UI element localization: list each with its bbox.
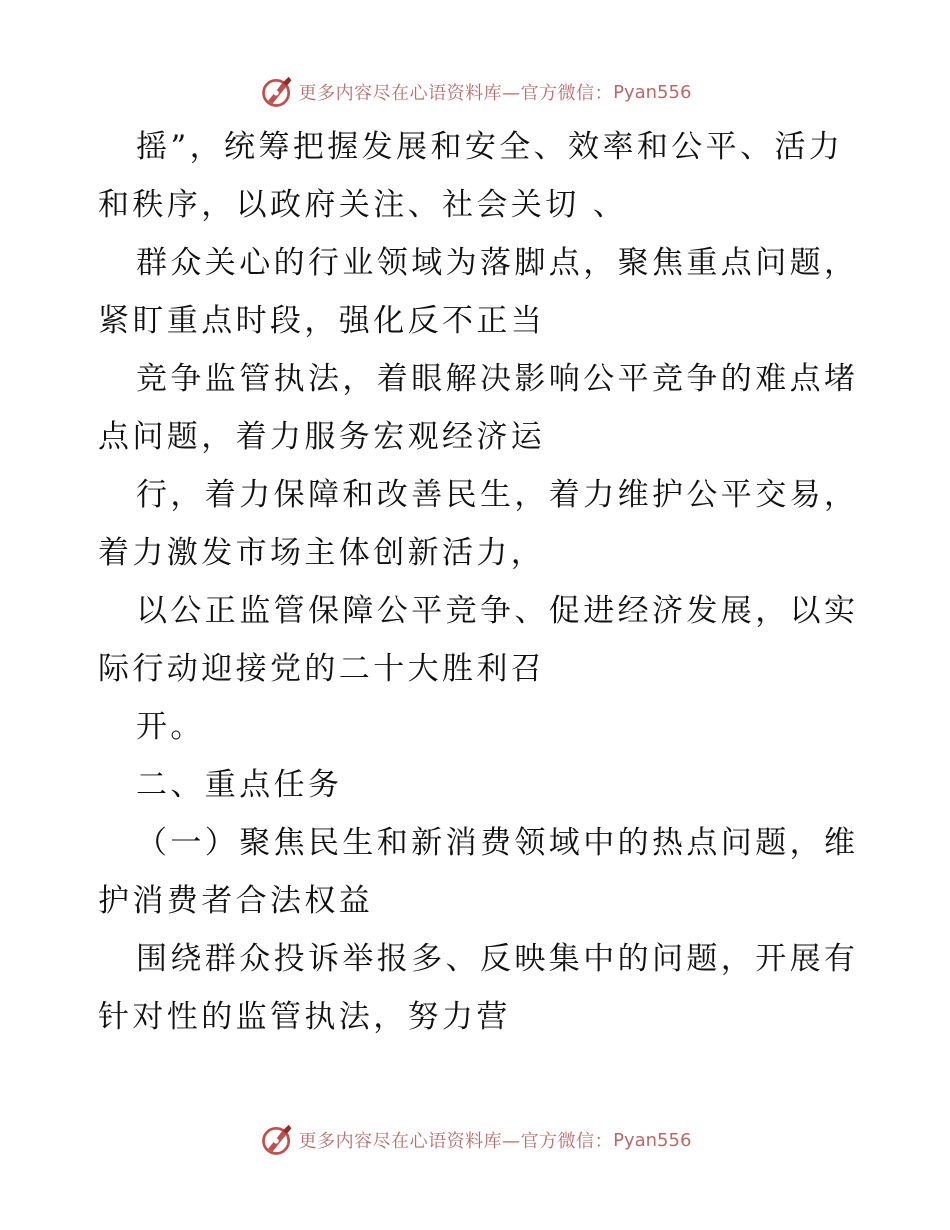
document-body [98, 118, 858, 1046]
footer-watermark [0, 1120, 950, 1160]
text-line: 际行动迎接党的二十大胜利召 [98, 651, 546, 687]
pen-logo-icon [259, 1122, 295, 1158]
text-line: 竞争监管执法，着眼解决影响公平竞争的难点堵 [136, 361, 859, 397]
text-line: 以公正监管保障公平竞争、促进经济发展，以实 [136, 593, 859, 629]
text-line: 群众关心的行业领域为落脚点，聚焦重点问题， [136, 245, 859, 281]
text-line: 围绕群众投诉举报多、反映集中的问题，开展有 [136, 941, 859, 977]
watermark-wechat-id: Pyan556 [613, 81, 692, 103]
pen-logo-icon [259, 74, 295, 110]
text-line: 二、重点任务 [136, 767, 343, 803]
text-line: 和秩序，以政府关注、社会关切 、 [98, 187, 628, 223]
text-line: （一）聚焦民生和新消费领域中的热点问题，维 [136, 825, 859, 861]
text-line: 摇”，统筹把握发展和安全、效率和公平、活力 [136, 129, 844, 165]
text-line: 行，着力保障和改善民生，着力维护公平交易， [136, 477, 859, 513]
watermark-text: 更多内容尽在心语资料库—官方微信： [298, 1131, 614, 1152]
text-line: 针对性的监管执法，努力营 [98, 999, 511, 1035]
watermark-text: 更多内容尽在心语资料库—官方微信： [298, 83, 614, 104]
header-watermark [0, 72, 950, 112]
text-line: 护消费者合法权益 [98, 883, 374, 919]
text-line: 着力激发市场主体创新活力， [98, 535, 546, 571]
watermark-wechat-id: Pyan556 [613, 1129, 692, 1151]
text-line: 开。 [136, 709, 205, 745]
text-line: 紧盯重点时段，强化反不正当 [98, 303, 546, 339]
text-line: 点问题，着力服务宏观经济运 [98, 419, 546, 455]
